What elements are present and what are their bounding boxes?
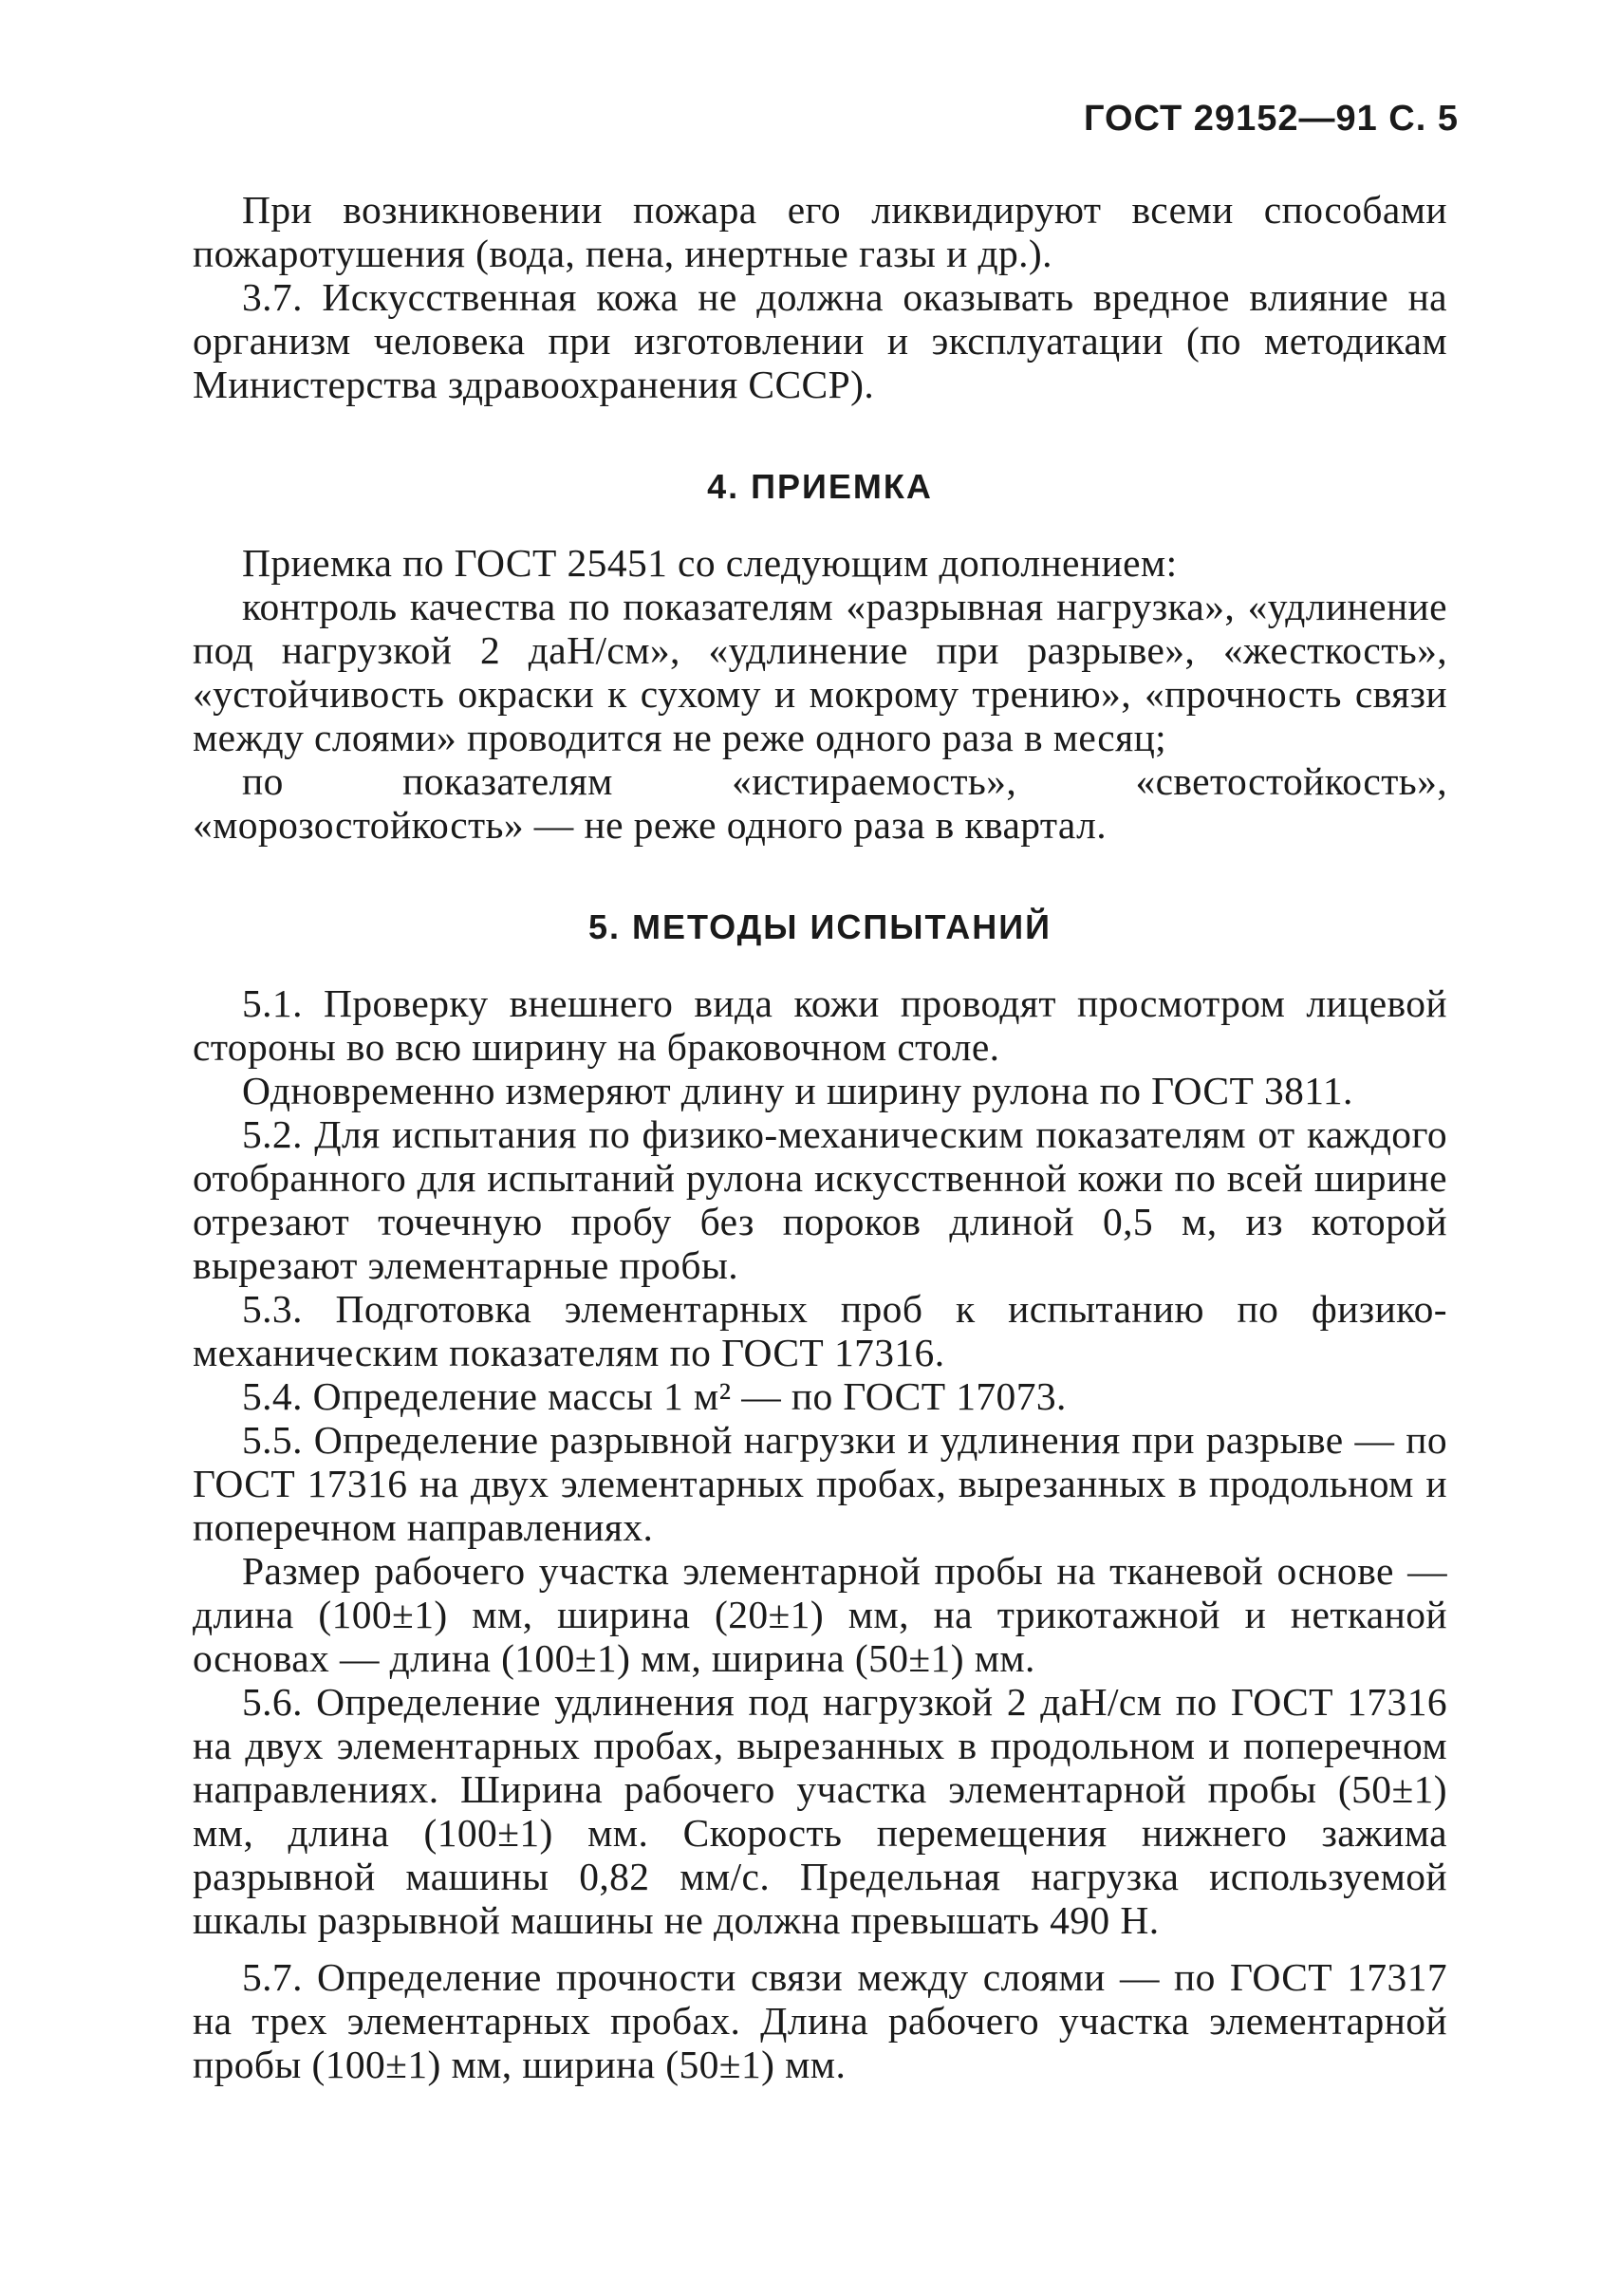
- paragraph-acceptance-intro: Приемка по ГОСТ 25451 со следующим дополнением:: [242, 541, 1178, 585]
- paragraph-5-4: 5.4. Определение массы 1 м² — по ГОСТ 17073.: [242, 1374, 1067, 1418]
- paragraph-5-7: 5.7. Определение прочности связи между слоями — по ГОСТ 17317 на трех элементарных пробах. Длина рабочего участка элементарной пробы (100±1) мм, ширина (50±1) мм.: [193, 1955, 1447, 2086]
- section-heading-test-methods: 5. МЕТОДЫ ИСПЫТАНИЙ: [588, 907, 1052, 946]
- paragraph-5-1: 5.1. Проверку внешнего вида кожи проводят просмотром лицевой стороны во всю ширину на браковочном столе.: [193, 981, 1447, 1069]
- paragraph-5-5-sample-size: Размер рабочего участка элементарной пробы на тканевой основе — длина (100±1) мм, ширина (20±1) мм, на трикотажной и нетканой основах — длина (100±1) мм, ширина (50±1) мм.: [193, 1549, 1447, 1680]
- paragraph-5-5: 5.5. Определение разрывной нагрузки и удлинения при разрыве — по ГОСТ 17316 на двух элементарных пробах, вырезанных в продольном и поперечном направлениях.: [193, 1418, 1447, 1549]
- paragraph-quarterly-control: по показателям «истираемость», «светостойкость», «морозостойкость» — не реже одного раза в квартал.: [193, 759, 1447, 847]
- paragraph-fire-extinguishing: При возникновении пожара его ликвидируют всеми способами пожаротушения (вода, пена, инертные газы и др.).: [193, 188, 1447, 275]
- document-body: [193, 188, 1447, 2086]
- paragraph-5-6: 5.6. Определение удлинения под нагрузкой 2 даН/см по ГОСТ 17316 на двух элементарных пробах, вырезанных в продольном и поперечном направлениях. Ширина рабочего участка элементарной пробы (50±1) мм, длина (100±1) мм. Скорость перемещения нижнего зажима разрывной машины 0,82 мм/с. Предельная нагрузка используемой шкалы разрывной машины не должна превышать 490 Н.: [193, 1680, 1447, 1942]
- paragraph-quality-control: контроль качества по показателям «разрывная нагрузка», «удлинение под нагрузкой 2 даН/см», «удлинение при разрыве», «жесткость», «устойчивость окраски к сухому и мокрому трению», «прочность связи между слоями» проводится не реже одного раза в месяц;: [193, 585, 1447, 759]
- section-heading-acceptance: 4. ПРИЕМКА: [707, 467, 933, 506]
- paragraph-5-1-roll-measure: Одновременно измеряют длину и ширину рулона по ГОСТ 3811.: [242, 1069, 1353, 1112]
- paragraph-3-7: 3.7. Искусственная кожа не должна оказывать вредное влияние на организм человека при изготовлении и эксплуатации (по методикам Министерства здравоохранения СССР).: [193, 275, 1447, 406]
- paragraph-5-2: 5.2. Для испытания по физико-механическим показателям от каждого отобранного для испытаний рулона искусственной кожи по всей ширине отрезают точечную пробу без пороков длиной 0,5 м, из которой вырезают элементарные пробы.: [193, 1112, 1447, 1287]
- paragraph-5-3: 5.3. Подготовка элементарных проб к испытанию по физико-механическим показателям по ГОСТ 17316.: [193, 1287, 1447, 1374]
- page-header: ГОСТ 29152—91 С. 5: [1083, 99, 1459, 139]
